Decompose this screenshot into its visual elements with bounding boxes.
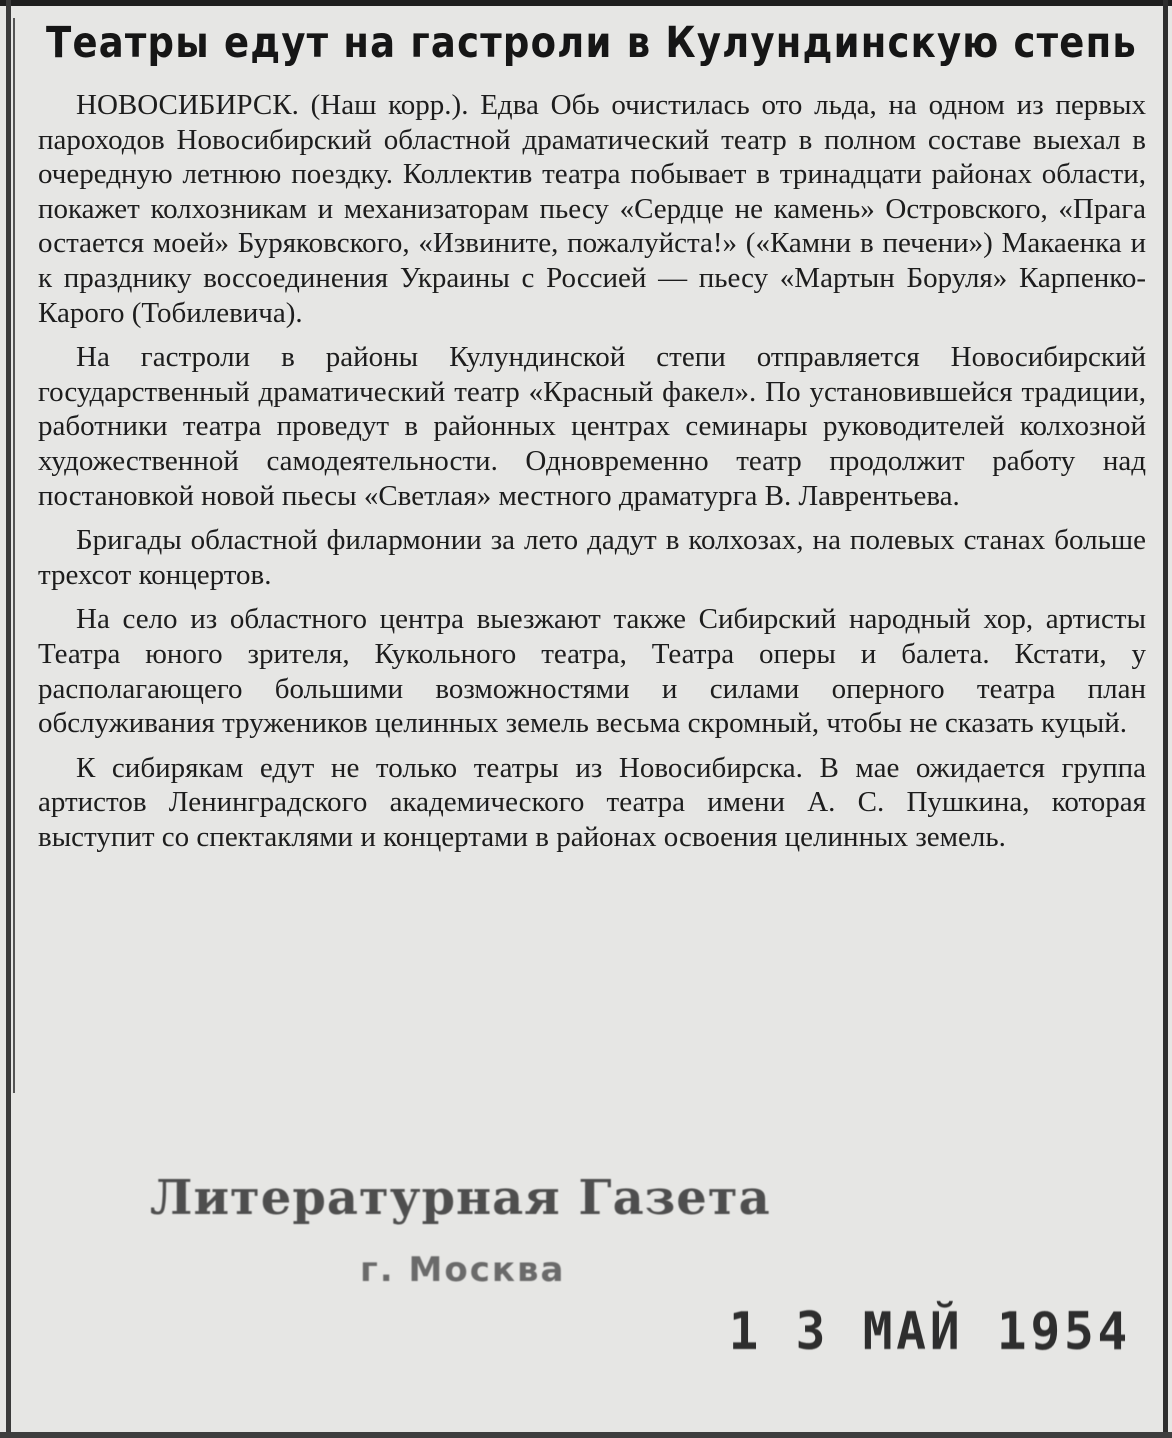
article-headline: Театры едут на гастроли в Кулундинскую степь — [46, 18, 1137, 68]
frame-border-right — [1163, 0, 1168, 1438]
article-paragraph: НОВОСИБИРСК. (Наш корр.). Едва Обь очистилась ото льда, на одном из первых пароходов Новосибирский областной драматический театр в полном составе выехал в очередную летнюю поездку. Коллектив театра побывает в тринадцати районах области, покажет колхозникам и механизаторам пьесу «Сердце не камень» Островского, «Прага остается моей» Буряковского, «Извините, пожалуйста!» («Камни в печени») Макаенка и к празднику воссоединения Украины с Россией — пьесу «Мартын Боруля» Карпенко-Карого (Тобилевича). — [38, 89, 1146, 329]
frame-border-top — [0, 0, 1172, 6]
stamp-city: г. Москва — [360, 1250, 566, 1290]
stamp-date: 1 3 МАЙ 1954 — [728, 1302, 1132, 1362]
article-paragraph: На село из областного центра выезжают также Сибирский народный хор, артисты Театра юного зрителя, Кукольного театра, Театра оперы и балета. Кстати, у располагающего большими возможностями и силами оперного театра план обслуживания тружеников целинных земель весьма скромный, чтобы не сказать куцый. — [38, 603, 1146, 740]
frame-border-bottom — [0, 1432, 1172, 1438]
article-paragraph: Бригады областной филармонии за лето дадут в колхозах, на полевых станах больше трехсот концертов. — [38, 524, 1146, 591]
stamp-newspaper-name: Литературная Газета — [150, 1170, 771, 1226]
frame-border-left — [6, 0, 11, 1438]
article-paragraph: К сибирякам едут не только театры из Новосибирска. В мае ожидается группа артистов Ленинградского академического театра имени А. С. Пушкина, которая выступит со спектаклями и концертами в районах освоения целинных земель. — [38, 751, 1146, 853]
frame-border-left-inner — [13, 18, 15, 1093]
article-paragraph: На гастроли в районы Кулундинской степи отправляется Новосибирский государственный драматический театр «Красный факел». По установившейся традиции, работники театра проведут в районных центрах семинары руководителей колхозной художественной самодеятельности. Одновременно театр продолжит работу над постановкой новой пьесы «Светлая» местного драматурга В. Лаврентьева. — [38, 341, 1146, 512]
article-body — [38, 88, 1146, 864]
